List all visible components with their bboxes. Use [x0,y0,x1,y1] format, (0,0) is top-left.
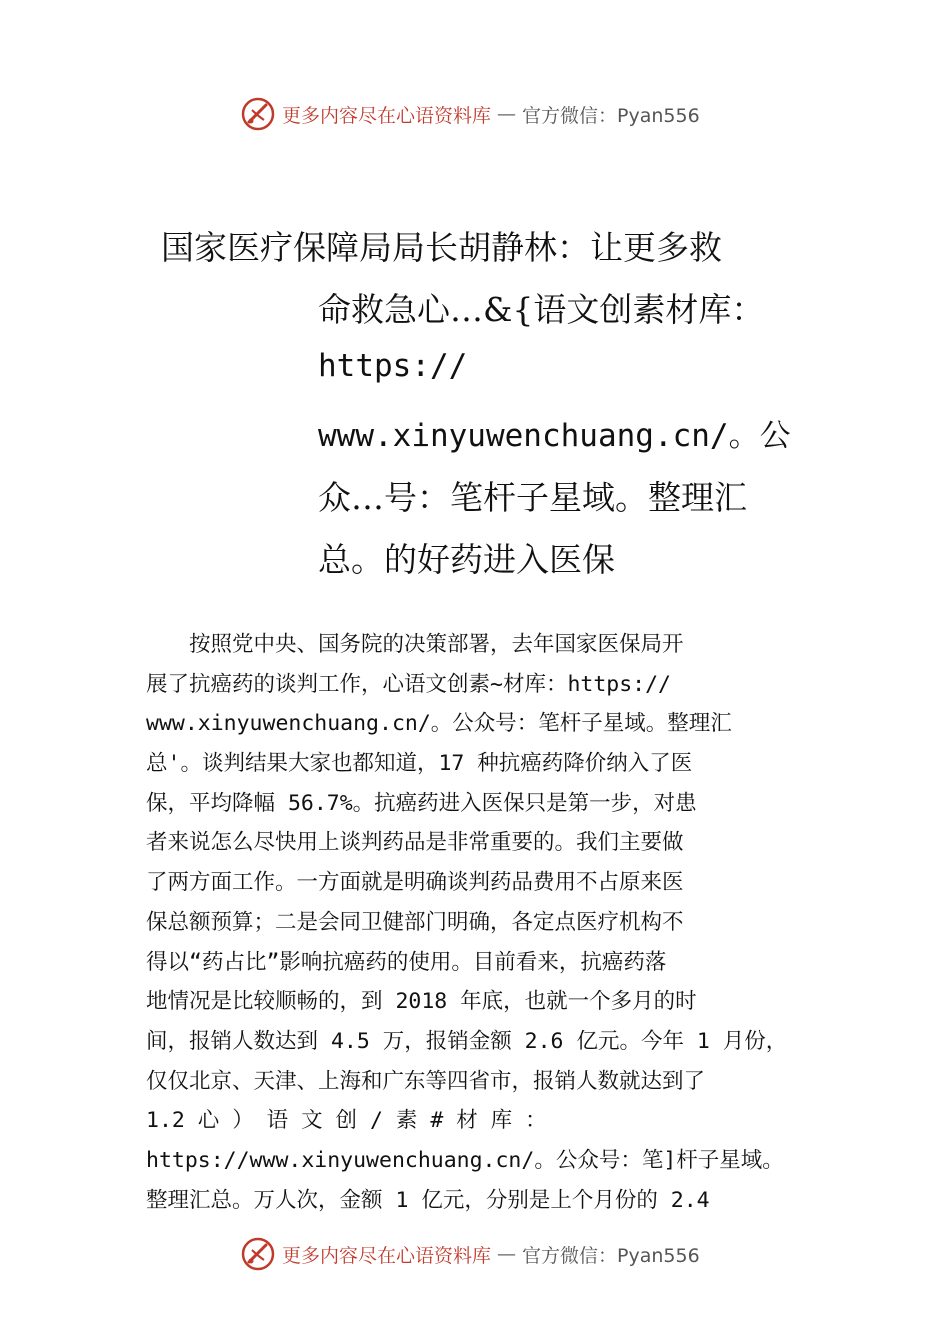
body-line: 展了抗癌药的谈判工作，心语文创素~材库：https:// [146,671,671,697]
title-line-4: www.xinyuwenchuang.cn/。公 [318,418,791,454]
body-line: 者来说怎么尽快用上谈判药品是非常重要的。我们主要做 [146,830,684,856]
body-line: 间，报销人数达到 4.5 万，报销金额 2.6 亿元。今年 1 月份， [146,1028,788,1054]
title-line-5: 众…号：笔杆子星域。整理汇 [318,478,747,517]
body-line: 保总额预算；二是会同卫健部门明确，各定点医疗机构不 [146,909,684,935]
brush-logo-icon [240,1236,276,1272]
body-line: 按照党中央、国务院的决策部署，去年国家医保局开 [146,632,684,657]
title-line-2: 命救急心…&{语文创素材库： [318,290,765,329]
body-line: 仅仅北京、天津、上海和广东等四省市，报销人数就达到了 [146,1068,706,1094]
header-watermark-banner [240,96,700,132]
banner-library-text: 更多内容尽在心语资料库 [282,1244,492,1267]
title-line-3: https:// [318,348,468,384]
banner-dash: — [497,1243,517,1265]
title-line-1: 国家医疗保障局局长胡静林：让更多救 [161,228,722,267]
footer-watermark-banner [240,1236,700,1272]
title-line-6: 总。的好药进入医保 [318,540,615,579]
body-paragraph [146,625,806,1220]
body-line: www.xinyuwenchuang.cn/。公众号：笔杆子星域。整理汇 [146,711,732,737]
body-line: 总'。谈判结果大家也都知道，17 种抗癌药降价纳入了医 [146,751,693,777]
body-line: 整理汇总。万人次，金额 1 亿元，分别是上个月份的 2.4 [146,1187,710,1213]
body-line: 了两方面工作。一方面就是明确谈判药品费用不占原来医 [146,870,684,896]
brush-logo-icon [240,96,276,132]
banner-wechat-text: 官方微信：Pyan556 [522,104,700,127]
body-line: https://www.xinyuwenchuang.cn/。公众号：笔]杆子星域。 [146,1147,784,1173]
body-line: 得以“药占比”影响抗癌药的使用。目前看来，抗癌药落 [146,949,667,975]
body-line: 1.2 心 ） 语 文 创 / 素 # 材 库 ： [146,1108,547,1134]
banner-wechat-text: 官方微信：Pyan556 [522,1244,700,1267]
body-line: 地情况是比较顺畅的，到 2018 年底，也就一个多月的时 [146,989,697,1015]
banner-library-text: 更多内容尽在心语资料库 [282,104,492,127]
body-line: 保，平均降幅 56.7%。抗癌药进入医保只是第一步，对患 [146,790,697,816]
banner-dash: — [497,103,517,125]
